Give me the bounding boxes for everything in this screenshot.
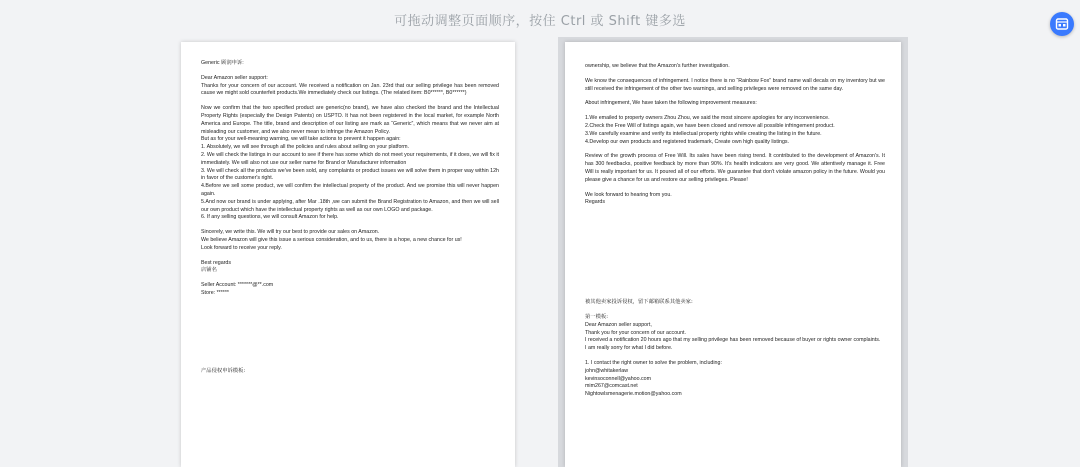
measure-line: 3.We carefully examine and verify its intellectual property rights while creating the listing in the future. [585,130,822,137]
measure-line: 1.We emailed to property owners Zhou Zhou, we said the most sincere apologies for any inconvenience. [585,115,830,122]
page-2-content [585,63,885,399]
appeal-heading: Generic 顾润申诉: [201,60,244,66]
contact-email: john@whitakerlaw [585,367,629,374]
page-grid-button[interactable] [1050,12,1074,36]
text-line: About infringement, We have taken the following improvement measures: [585,100,757,107]
template-heading: 被其他卖家投诉侵权，留下邮箱联系其他卖家: [585,299,693,306]
text-line: 6. If any selling questions, we will consult Amazon for help. [201,214,339,221]
template-subheading: 第一模板: [585,313,608,320]
closing-line: We look forward to hearing from you. [585,191,672,198]
text-line: Thanks for your concern of our account. We received a notification on Jan. 23rd that our selling privilege has been removed cause we might sold counterfeit products.We immediately check our listings. (The related item: B0******, B0******) [201,82,501,97]
text-line: We believe Amazon will give this issue a serious consideration, and to us, there is a hope, a new chance for us! [201,236,462,243]
text-line: 3. We will check all the products we've been sold, any complaints or product issues we will solve them in proper way within 12h in favor of the customer's right. [201,167,501,182]
contact-email: Nightowlsmenagerie.motion@yahoo.com [585,391,682,398]
shop-name-line: 店铺名 [201,267,217,274]
contact-email: mim267@comcast.net [585,383,638,390]
contact-intro: 1. I contact the right owner to solve the problem, including: [585,359,722,366]
text-line: 5.And now our brand is under applying, after Mar .18th ,we can submit the Brand Registration to Amazon, and then we will sell our own product which have the intellectual property rights as well as our own LOGO and package. [201,198,501,213]
measure-line: 2.Check the Free Will of listings again, we have been closed and remove all possible infringement product. [585,122,835,129]
page-thumbnail-2[interactable] [565,42,901,467]
text-line: Sincerely, we write this. We will try our best to provide our sales on Amazon. [201,229,380,236]
text-line: We know the consequences of infringement. I notice there is no “Rainbow Fox” brand name wall decals on my inventory but we still received the infringement of the other two warnings, and selling privileges were removed on the same day. [585,77,887,92]
page-1-content [201,60,499,376]
text-line: Look forward to receive your reply. [201,244,282,251]
text-line: 1. Absolutely, we will see through all the policies and rules about selling on your platform. [201,144,410,151]
contact-email: kevinsoconnell@yahoo.com [585,375,652,382]
letter-line: Dear Amazon seller support, [585,321,652,328]
text-line: 4.Before we sell some product, we will confirm the intellectual property of the product. And we promise this will never happen again. [201,183,501,197]
regards-line: Best regards [201,259,232,266]
page-thumbnail-1-frame [176,37,520,467]
letter-line: I am really sorry for what I did before. [585,345,673,352]
letter-line: I received a notification 20 hours ago that my selling privilege has been removed because of buyer or rights owner complaints. [585,337,881,344]
text-line: Review of the growth process of Free Will. Its sales have been rising trend. It contributed to the development of Amazon's. It has 300 feedbacks, positive feedback by more than 90%. It's health indicators are very good. We attentively manage it. Free Will is really important for us. It poured all of our efforts. We guarantee that don't violate amazon policy in the future. Would you please give a chance for us and restore our selling privileges. Please! [585,153,887,183]
reorder-hint: 可拖动调整页面顺序，按住 Ctrl 或 Shift 键多选 [394,14,686,29]
footer-heading: 产品侵权申诉模板: [201,367,246,374]
text-line: 2. We will check the listings in our account to see if there has some which do not meet your requirements, if it does, we will fix it immediately. We will also not use our seller name for Brand or Manufacturer information [201,151,501,166]
text-line: But as for your well-meaning warning, we will take actions to prevent it happen again: [201,136,401,143]
page-grid-icon [1055,17,1069,31]
seller-account-line: Seller Account: *******@**.com [201,282,274,289]
closing-line: Regards [585,199,606,206]
page-thumbnail-2-frame [558,37,908,467]
text-line: Now we confirm that the two specified product are generic(no brand), we have also checked the brand and the Intellectual Property Rights (especially the Design Patents) on USPTO. It has not been registered in the local market, for example North America and Europe. The title, brand and description of our listing are mark as “Generic”, which means that we never aim at misleading our customer, and we also never mean to infringe the Amazon Policy. [201,105,501,135]
page-thumbnail-1[interactable] [181,42,515,467]
text-line: Dear Amazon seller support: [201,74,268,81]
store-line: Store: ****** [201,289,229,296]
text-line: ownership, we believe that the Amazon's further investigation. [585,63,730,69]
letter-line: Thank you for your concern of our account. [585,329,686,336]
measure-line: 4.Develop our own products and registered trademark, Create own high quality listings. [585,138,790,145]
